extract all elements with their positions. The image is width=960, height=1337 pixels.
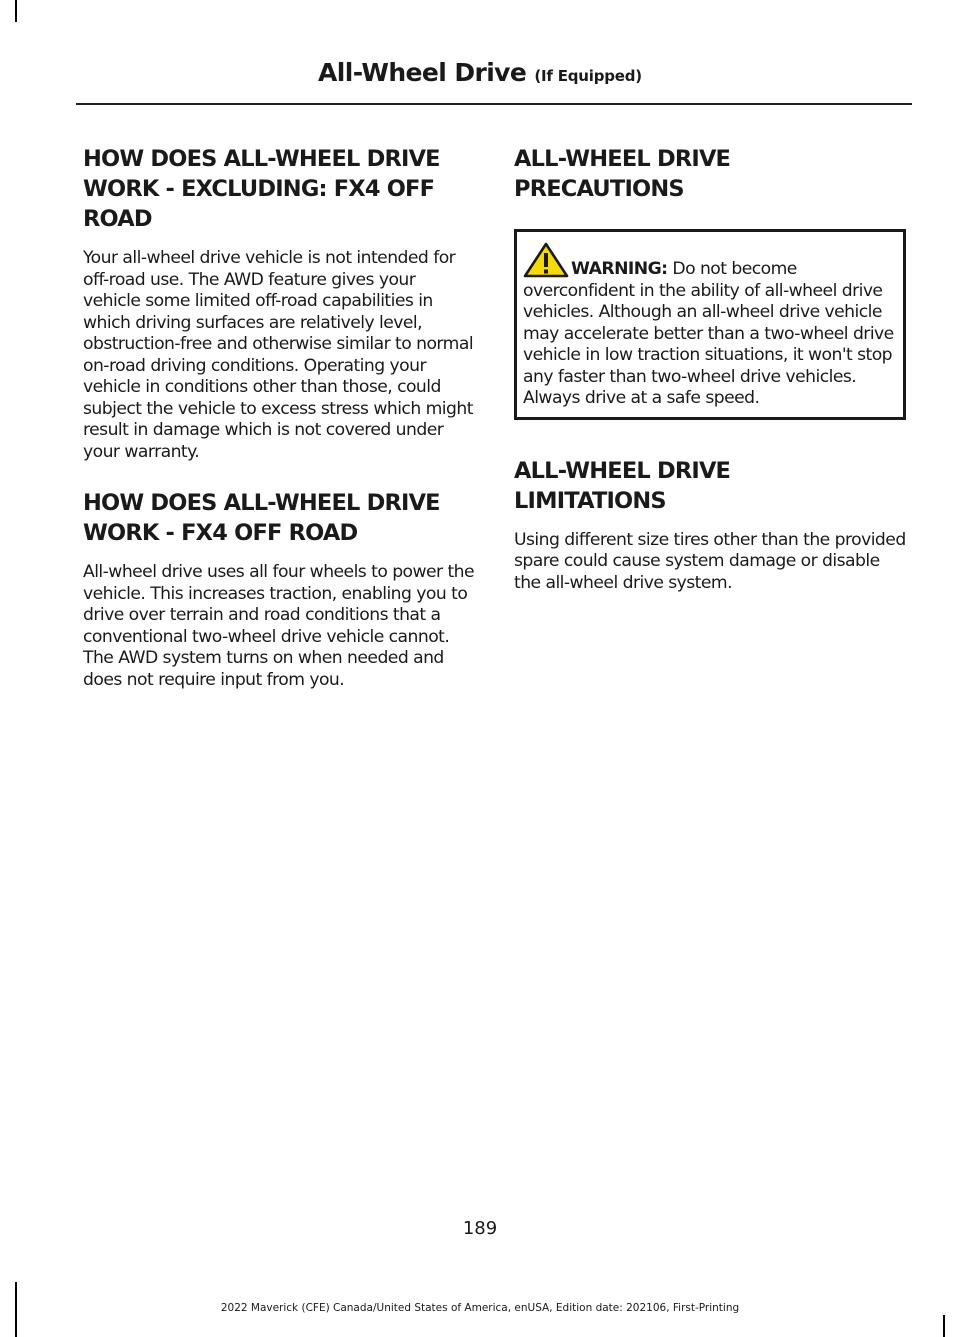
warning-triangle-icon: [523, 242, 569, 278]
header-divider: [76, 103, 912, 105]
header-subtitle: (If Equipped): [534, 67, 642, 85]
crop-mark-bottom-right: [943, 1315, 945, 1337]
section-heading-limitations: ALL-WHEEL DRIVE LIMITATIONS: [514, 457, 731, 514]
warning-box: [514, 229, 906, 420]
page-header: [0, 58, 960, 87]
right-column: [514, 144, 906, 594]
page-number: 189: [462, 1218, 498, 1239]
crop-mark-top-left: [15, 0, 17, 22]
section-body-awd-fx4: All-wheel drive uses all four wheels to power the vehicle. This increases traction, enabling you to drive over terrain and road conditions that a conventional two-wheel drive vehicle cannot. The AWD system turns on when needed and does not require input from you.: [83, 562, 475, 690]
section-heading-precautions: ALL-WHEEL DRIVE PRECAUTIONS: [514, 146, 731, 202]
header-title: All-Wheel Drive: [318, 58, 527, 87]
section-body-awd-excluding-fx4: Your all-wheel drive vehicle is not intended for off-road use. The AWD feature gives your vehicle some limited off-road capabilities in which driving surfaces are relatively level, obstruction-free and otherwise similar to normal on-road driving conditions. Operating your vehicle in conditions other than those, could subject the vehicle to excess stress which might result in damage which is not covered under your warranty.: [83, 248, 474, 462]
section-heading-awd-fx4: HOW DOES ALL-WHEEL DRIVE WORK - FX4 OFF ROAD: [83, 490, 440, 546]
left-column: [83, 144, 475, 691]
section-body-limitations: Using different size tires other than the provided spare could cause system damage or disable the all-wheel drive system.: [514, 529, 906, 593]
warning-text: Do not become overconfident in the ability of all-wheel drive vehicles. Although an all-wheel drive vehicle may accelerate better than a two-wheel drive vehicle in low traction situations, it won't stop any faster than two-wheel drive vehicles. Always drive at a safe speed.: [523, 259, 894, 408]
footer-edition-info: 2022 Maverick (CFE) Canada/United States of America, enUSA, Edition date: 202106, First-Printing: [220, 1302, 740, 1314]
section-heading-awd-excluding-fx4: HOW DOES ALL-WHEEL DRIVE WORK - EXCLUDING: FX4 OFF ROAD: [83, 146, 440, 232]
warning-label: WARNING:: [571, 259, 668, 279]
